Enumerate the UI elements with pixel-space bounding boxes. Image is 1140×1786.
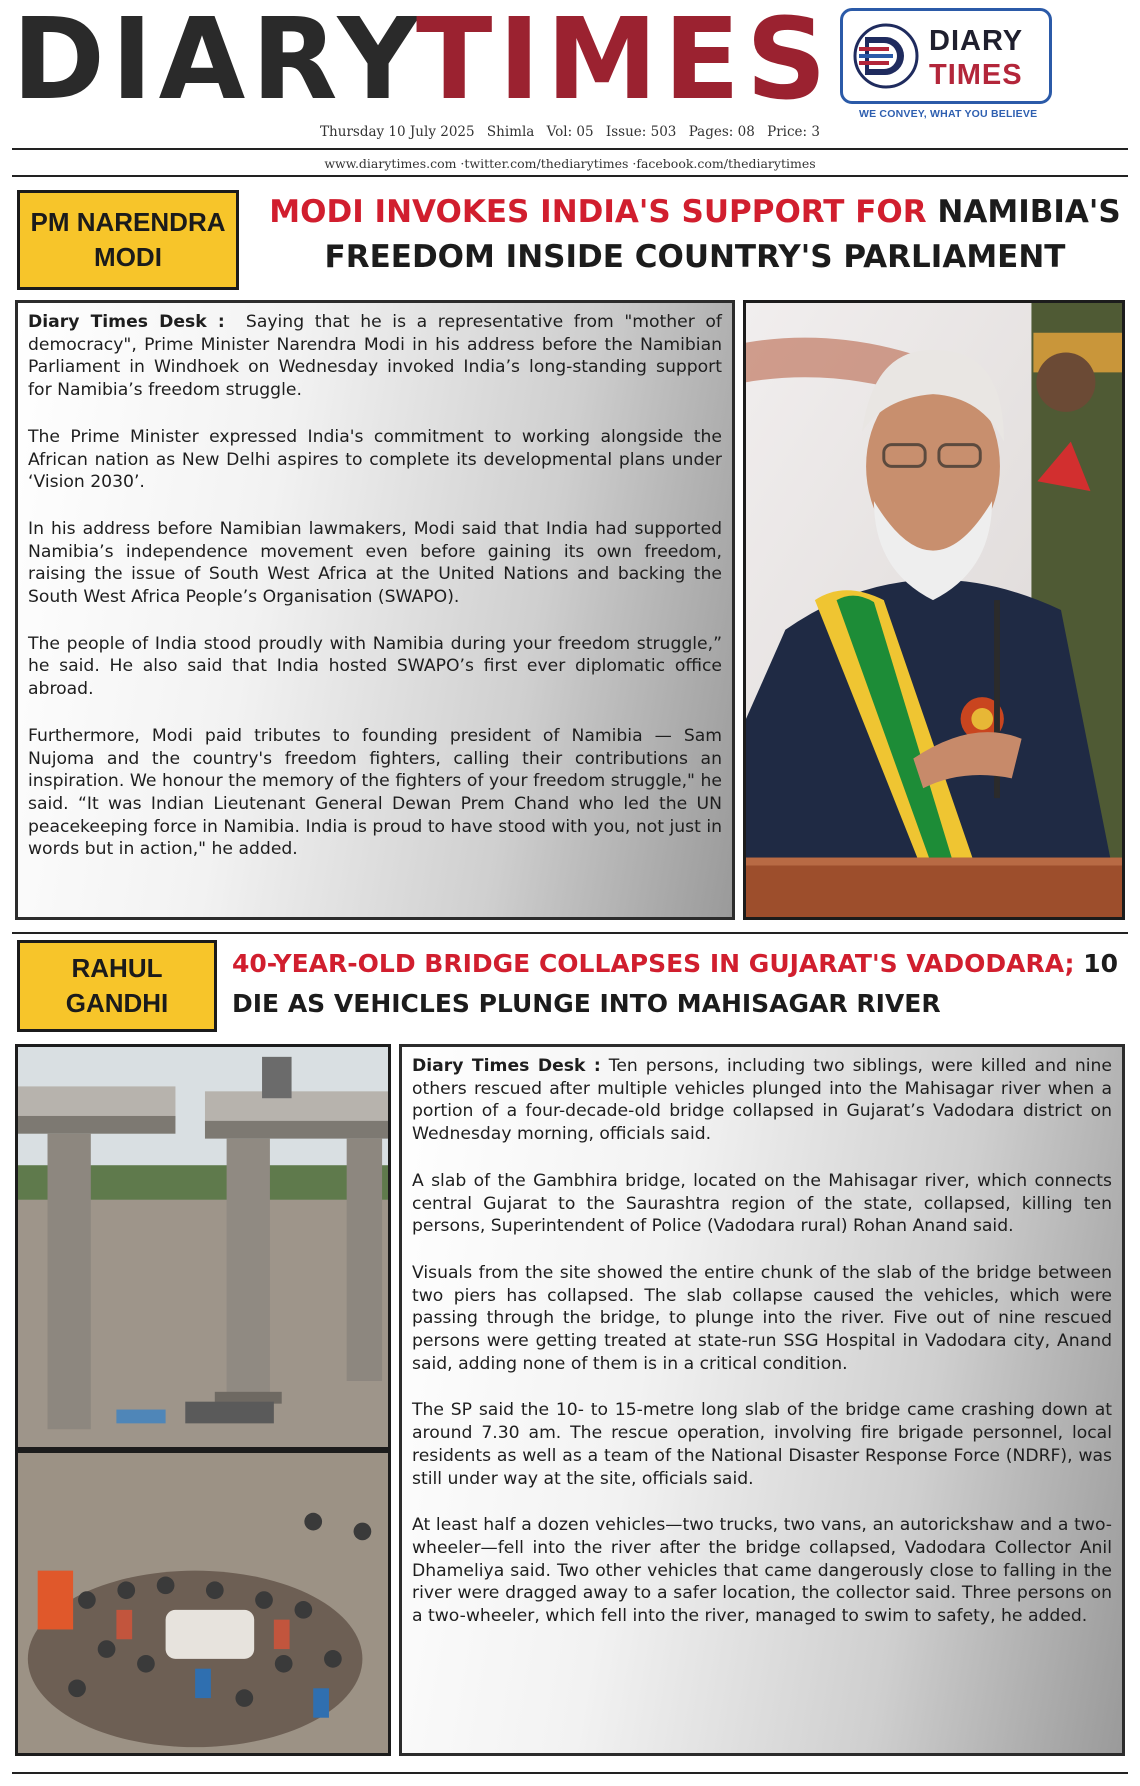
issue-price: Price: 3 bbox=[767, 124, 820, 140]
issue-volume: Vol: 05 bbox=[546, 124, 594, 140]
section-divider bbox=[12, 932, 1128, 934]
story2-section-label: RAHUL GANDHI bbox=[17, 940, 217, 1032]
issue-info-line bbox=[0, 124, 1140, 140]
issue-number: Issue: 503 bbox=[605, 124, 677, 140]
story2-headline-dark: 10 DIE AS VEHICLES PLUNGE INTO MAHISAGAR RIVER bbox=[232, 949, 1119, 1018]
rescue-operation-photo bbox=[15, 1450, 391, 1756]
story1-headline-dark: NAMIBIA'S FREEDOM INSIDE COUNTRY'S PARLIAMENT bbox=[324, 194, 1121, 275]
story1-headline[interactable] bbox=[262, 190, 1128, 280]
issue-city: Shimla bbox=[486, 124, 535, 140]
divider-rule bbox=[12, 148, 1128, 150]
logo-text-times: TIMES bbox=[929, 59, 1023, 91]
issue-date: Thursday 10 July 2025 bbox=[320, 124, 475, 140]
footer-rule bbox=[12, 1772, 1128, 1774]
story1-paragraph: Furthermore, Modi paid tributes to founding president of Namibia — Sam Nujoma and the country's freedom fighters, calling their contributions an inspiration. We honour the memory of the fighters of your freedom struggle," he said. “It was Indian Lieutenant General Dewan Prem Chand who led the UN peacekeeping force in Namibia. India is proud to have stood with you, not just in words but in action," he added. bbox=[28, 725, 722, 860]
story2-paragraph: Ten persons, including two siblings, were killed and nine others rescued after multiple vehicles plunged into the Mahisagar river when a portion of a four-decade-old bridge collapsed in Gujarat’s Vadodara district on Wednesday morning, officials said. bbox=[412, 1056, 1112, 1145]
masthead-title-diary: DIARY bbox=[12, 0, 425, 125]
story2-paragraph: At least half a dozen vehicles—two trucks, two vans, an autorickshaw and a two-wheeler—fell into the river after the bridge collapsed, Vadodara Collector Anil Dhameliya said. Two other vehicles that came dangerously close to falling in the river were dragged away to a safer location, the collector said. Three persons on a two-wheeler, which fell into the river, managed to swim to safety, he added. bbox=[412, 1515, 1112, 1627]
story2-paragraph: Visuals from the site showed the entire chunk of the slab of the bridge between two piers has collapsed. The slab collapse caused the vehicles, which were passing through the bridge, to plunge into the river. Five out of nine rescued persons were getting treated at state-run SSG Hospital in Vadodara city, Anand said, adding none of them is in a critical condition. bbox=[412, 1262, 1112, 1374]
masthead bbox=[0, 0, 1140, 175]
story2-paragraph: A slab of the Gambhira bridge, located on the Mahisagar river, which connects central Gujarat to the Saurashtra region of the state, collapsed, killing ten persons, Superintendent of Police (Vadodara rural) Rohan Anand said. bbox=[412, 1170, 1112, 1237]
story2-article-body bbox=[399, 1044, 1125, 1756]
logo-tagline: WE CONVEY, WHAT YOU BELIEVE bbox=[859, 108, 1038, 120]
bridge-photo-illustration bbox=[18, 1047, 388, 1447]
social-links-line[interactable]: www.diarytimes.com ·twitter.com/thediarytimes ·facebook.com/thediarytimes bbox=[324, 156, 816, 171]
issue-pages: Pages: 08 bbox=[688, 124, 755, 140]
story1-paragraph: In his address before Namibian lawmakers, Modi said that India had supported Namibia’s independence movement even before gaining its own freedom, raising the issue of South West Africa at the United Nations and backing the South West Africa People’s Organisation (SWAPO). bbox=[28, 518, 722, 608]
story1-desk-byline: Diary Times Desk : bbox=[28, 312, 225, 332]
story1-paragraph: Saying that he is a representative from "mother of democracy", Prime Minister Narendra Modi in his address before the Namibian Parliament in Windhoek on Wednesday invoked India’s long-standing support for Namibia’s freedom struggle. bbox=[28, 312, 722, 401]
story2-desk-byline: Diary Times Desk : bbox=[412, 1056, 601, 1076]
story1-section-label: PM NARENDRA MODI bbox=[17, 190, 239, 290]
masthead-title-times: TIMES bbox=[416, 0, 833, 125]
story2-paragraph: The SP said the 10- to 15-metre long slab of the bridge came crashing down at around 7.30 am. The rescue operation, involving fire brigade personnel, local residents as well as a team of the National Disaster Response Force (NDRF), was still under way at the site, officials said. bbox=[412, 1400, 1112, 1489]
rescue-photo-illustration bbox=[18, 1453, 388, 1753]
story1-paragraph: The people of India stood proudly with Namibia during your freedom struggle,” he said. He also said that India hosted SWAPO’s first ever diplomatic office abroad. bbox=[28, 633, 722, 700]
story2-headline[interactable] bbox=[232, 944, 1132, 1024]
story1-headline-red: MODI INVOKES INDIA'S SUPPORT FOR bbox=[269, 194, 938, 230]
modi-photo-illustration bbox=[746, 303, 1122, 917]
story1-article-body bbox=[15, 300, 735, 920]
logo-text-diary: DIARY bbox=[929, 25, 1024, 57]
story2-headline-red: 40-YEAR-OLD BRIDGE COLLAPSES IN GUJARAT'S VADODARA; bbox=[232, 949, 1084, 978]
story1-paragraph: The Prime Minister expressed India's commitment to working alongside the African nation as New Delhi aspires to complete its developmental plans under ‘Vision 2030’. bbox=[28, 426, 722, 493]
logo-d-mark-icon bbox=[853, 23, 919, 89]
divider-rule bbox=[12, 175, 1128, 177]
modi-parliament-photo bbox=[743, 300, 1125, 920]
bridge-collapse-photo bbox=[15, 1044, 391, 1450]
diary-times-logo bbox=[840, 8, 1052, 104]
